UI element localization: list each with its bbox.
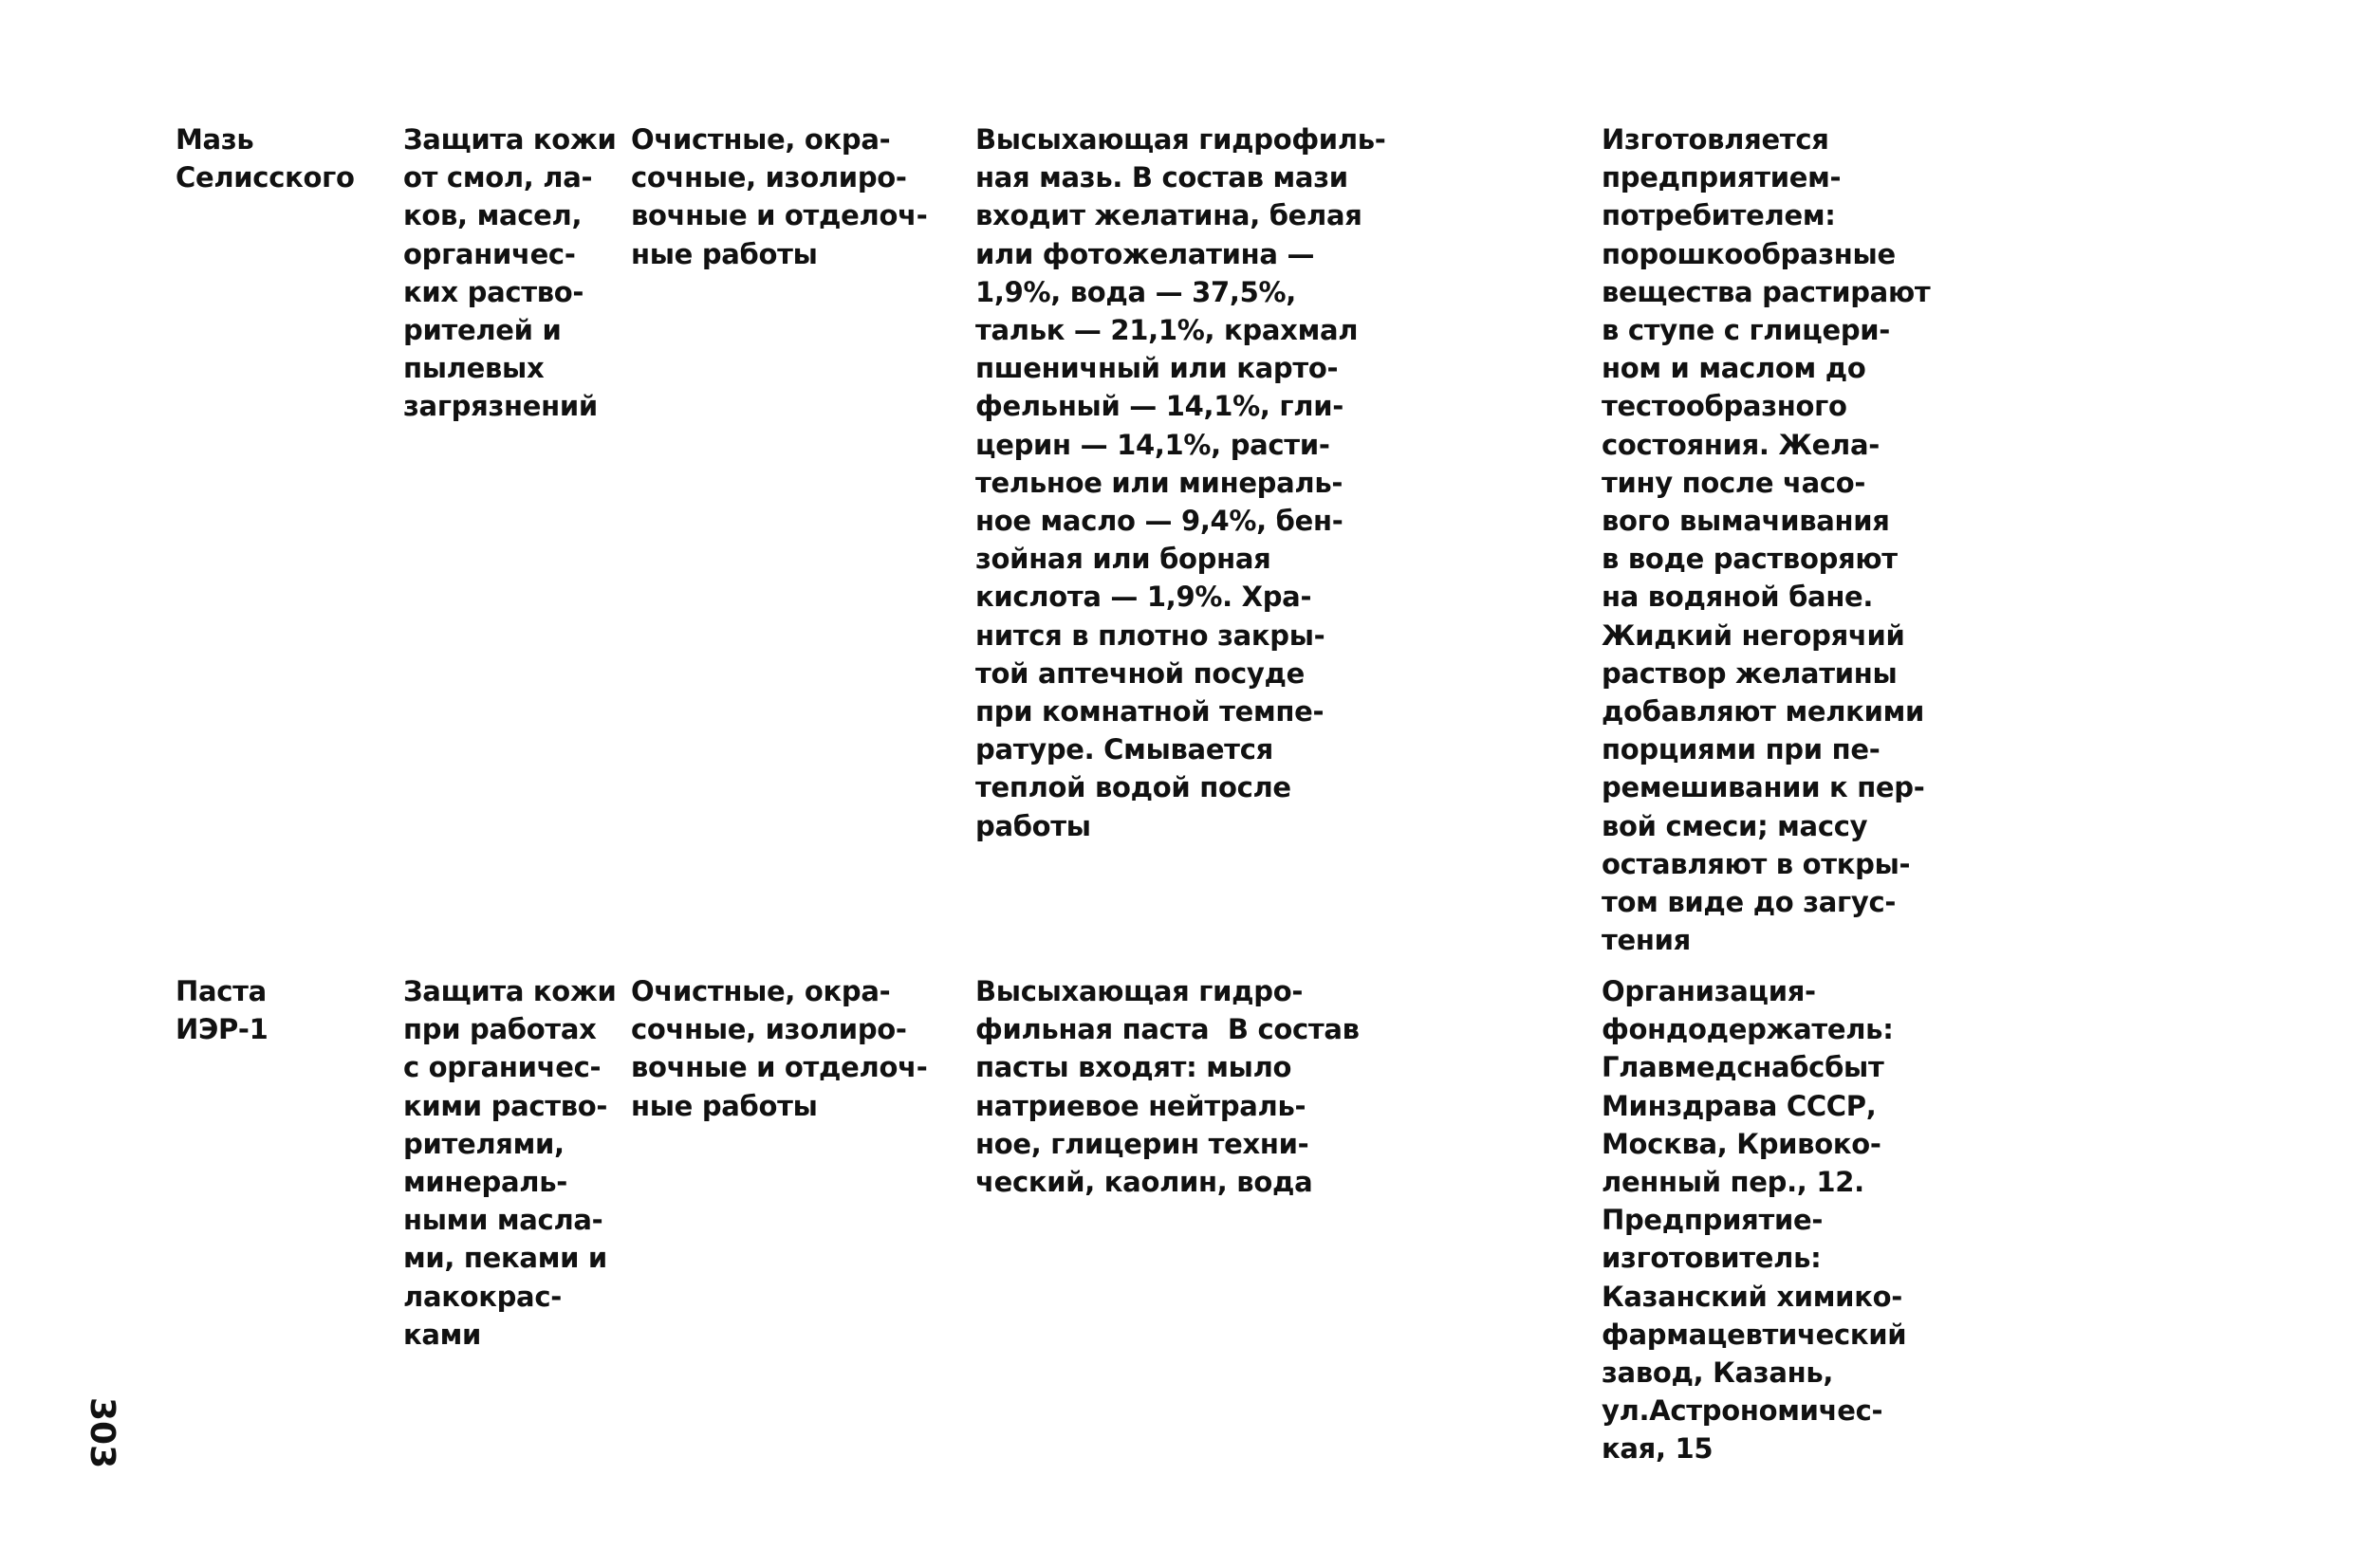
notes-cell: Изготовляется предприятием- потребителем: порошкообразные вещества растирают в ступе с глицери- ном и маслом до тестообразного состояния. Жела- тину после часо- вого вымачивания в воде растворяют на водяной бане. Жидкий негорячий раствор желатины добавляют мелкими порциями при пе- ремешивании к пер- вой смеси; массу оставляют в откры- том виде до загус- тения	[1602, 123, 1931, 957]
composition-cell: Высыхающая гидрофиль- ная мазь. В состав мази входит желатина, белая или фотожелатина — 1,9%, вода — 37,5%, тальк — 21,1%, крахмал пшеничный или карто- фельный — 14,1%, гли- церин — 14,1%, расти- тельное или минераль- ное масло — 9,4%, бен- зойная или борная кислота — 1,9%. Хра- нится в плотно закры- той аптечной посуде при комнатной темпе- ратуре. Смывается теплой водой после работы	[975, 123, 1386, 842]
product-name: Паста ИЭР-1	[176, 975, 269, 1046]
page-number: 303	[83, 1397, 121, 1469]
purpose-cell: Защита кожи при работах с органичес- кими раство- рителями, минераль- ными масла- ми, пеками и лакокрас- ками	[403, 975, 617, 1351]
product-name: Мазь Селисского	[176, 123, 355, 194]
purpose-cell: Защита кожи от смол, ла- ков, масел, органичес- ких раство- рителей и пылевых загрязнений	[403, 123, 617, 423]
notes-cell: Организация- фондодержатель: Главмедснабсбыт Минздрава СССР, Москва, Кривоко- ленный пер., 12. Предприятие- изготовитель: Казанский химико- фармацевтический завод, Казань, ул.Астрономичес- кая, 15	[1602, 975, 1907, 1466]
work-type-cell: Очистные, окра- сочные, изолиро- вочные и отделоч- ные работы	[631, 123, 928, 270]
composition-cell: Высыхающая гидро- фильная паста В состав пасты входят: мыло натриевое нейтраль- ное, глицерин техни- ческий, каолин, вода	[975, 975, 1360, 1199]
work-type-cell: Очистные, окра- сочные, изолиро- вочные и отделоч- ные работы	[631, 975, 928, 1122]
